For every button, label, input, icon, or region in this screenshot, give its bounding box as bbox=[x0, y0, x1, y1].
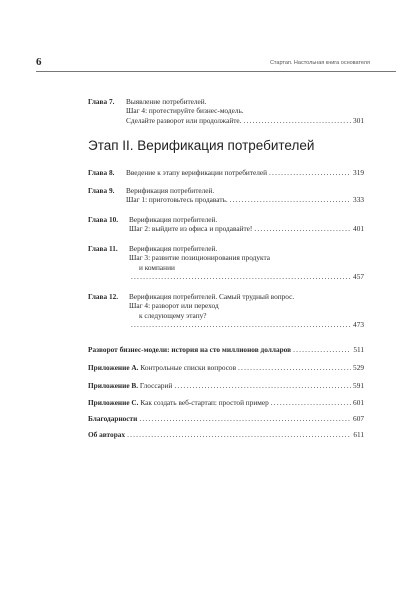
entry-title: Приложение В. bbox=[88, 381, 139, 390]
chapter-number: Глава 12. bbox=[88, 292, 119, 301]
page-ref: 473 bbox=[353, 320, 364, 330]
page-ref: 611 bbox=[353, 430, 364, 439]
entry-leader-line bbox=[126, 195, 364, 204]
page-number: 6 bbox=[36, 56, 42, 68]
entry-title: Об авторах bbox=[88, 430, 126, 439]
entry-leader-line bbox=[129, 272, 364, 281]
entry-leader-line bbox=[126, 116, 364, 125]
stage-heading: Этап II. Верификация потребителей bbox=[88, 138, 315, 153]
entry-leader-line bbox=[129, 224, 364, 233]
page-ref: 601 bbox=[353, 398, 364, 407]
toc-entry-acknowledgements[interactable] bbox=[88, 414, 364, 423]
running-title: Стартап. Настольная книга основателя bbox=[269, 60, 370, 66]
entry-line: Шаг 1: приготовьтесь продавать. bbox=[126, 195, 228, 205]
page-ref: 319 bbox=[353, 168, 364, 177]
dot-leader bbox=[230, 195, 351, 204]
dot-leader bbox=[293, 345, 351, 354]
header-rule bbox=[36, 71, 396, 72]
chapter-number: Глава 8. bbox=[88, 168, 115, 177]
dot-leader bbox=[271, 398, 351, 407]
dot-leader bbox=[244, 116, 352, 125]
entry-line: Верификация потребителей. bbox=[129, 215, 218, 224]
toc-entry-about-authors[interactable] bbox=[88, 430, 364, 439]
entry-title: Приложение А. bbox=[88, 363, 139, 372]
page-ref: 529 bbox=[353, 363, 364, 372]
page-ref: 511 bbox=[353, 345, 364, 354]
page-ref: 301 bbox=[353, 115, 364, 125]
entry-line: Шаг 4: разворот или переход bbox=[129, 301, 219, 311]
entry-leader-line bbox=[129, 320, 364, 329]
entry-line: Верификация потребителей. bbox=[129, 244, 218, 253]
page-ref: 333 bbox=[353, 195, 364, 205]
entry-line: Введение к этапу верификации потребителей bbox=[126, 168, 268, 177]
entry-title: Приложение С. bbox=[88, 398, 139, 407]
dot-leader bbox=[238, 363, 351, 372]
entry-line: Шаг 2: выйдите из офиса и продавайте! bbox=[129, 224, 253, 234]
entry-line: Верификация потребителей. bbox=[126, 186, 215, 195]
entry-title: Разворот бизнес-модели: история на сто миллионов долларов bbox=[88, 345, 292, 354]
toc-entry-business-model-pivot[interactable] bbox=[88, 345, 364, 354]
entry-line: к следующему этапу? bbox=[139, 310, 207, 320]
page-ref: 591 bbox=[353, 381, 364, 390]
entry-line: Шаг 4: протестируйте бизнес-модель. bbox=[126, 106, 244, 116]
dot-leader bbox=[131, 320, 351, 329]
entry-leader-line bbox=[126, 168, 364, 177]
entry-line: Шаг 3: развитие позиционирования продукта bbox=[129, 253, 270, 263]
chapter-number: Глава 9. bbox=[88, 186, 115, 195]
page-header bbox=[36, 58, 370, 70]
dot-leader bbox=[127, 430, 351, 439]
entry-line: и компании bbox=[139, 262, 175, 272]
toc-entry-appendix-b[interactable]: Приложение В. Глоссарий ..... 591 bbox=[88, 381, 364, 390]
toc-entry-appendix-c[interactable]: Приложение С. Как создать веб-стартап: простой пример ..... 601 bbox=[88, 398, 364, 407]
page-ref: 457 bbox=[353, 272, 364, 282]
entry-line: Сделайте разворот или продолжайте. bbox=[126, 115, 242, 125]
entry-title: Благодарности bbox=[88, 414, 138, 423]
page-ref: 607 bbox=[353, 414, 364, 423]
dot-leader bbox=[139, 414, 351, 423]
toc-entry-appendix-a[interactable]: Приложение А. Контрольные списки вопросов ..... 529 bbox=[88, 363, 364, 372]
chapter-number: Глава 7. bbox=[88, 97, 115, 106]
entry-line: Верификация потребителей. Самый трудный вопрос. bbox=[129, 292, 295, 301]
chapter-number: Глава 10. bbox=[88, 215, 119, 224]
chapter-number: Глава 11. bbox=[88, 244, 118, 253]
dot-leader bbox=[254, 224, 351, 233]
dot-leader bbox=[174, 381, 351, 390]
entry-line: Выявление потребителей. bbox=[126, 97, 207, 106]
page-ref: 401 bbox=[353, 224, 364, 234]
dot-leader bbox=[269, 168, 351, 177]
dot-leader bbox=[131, 272, 351, 281]
